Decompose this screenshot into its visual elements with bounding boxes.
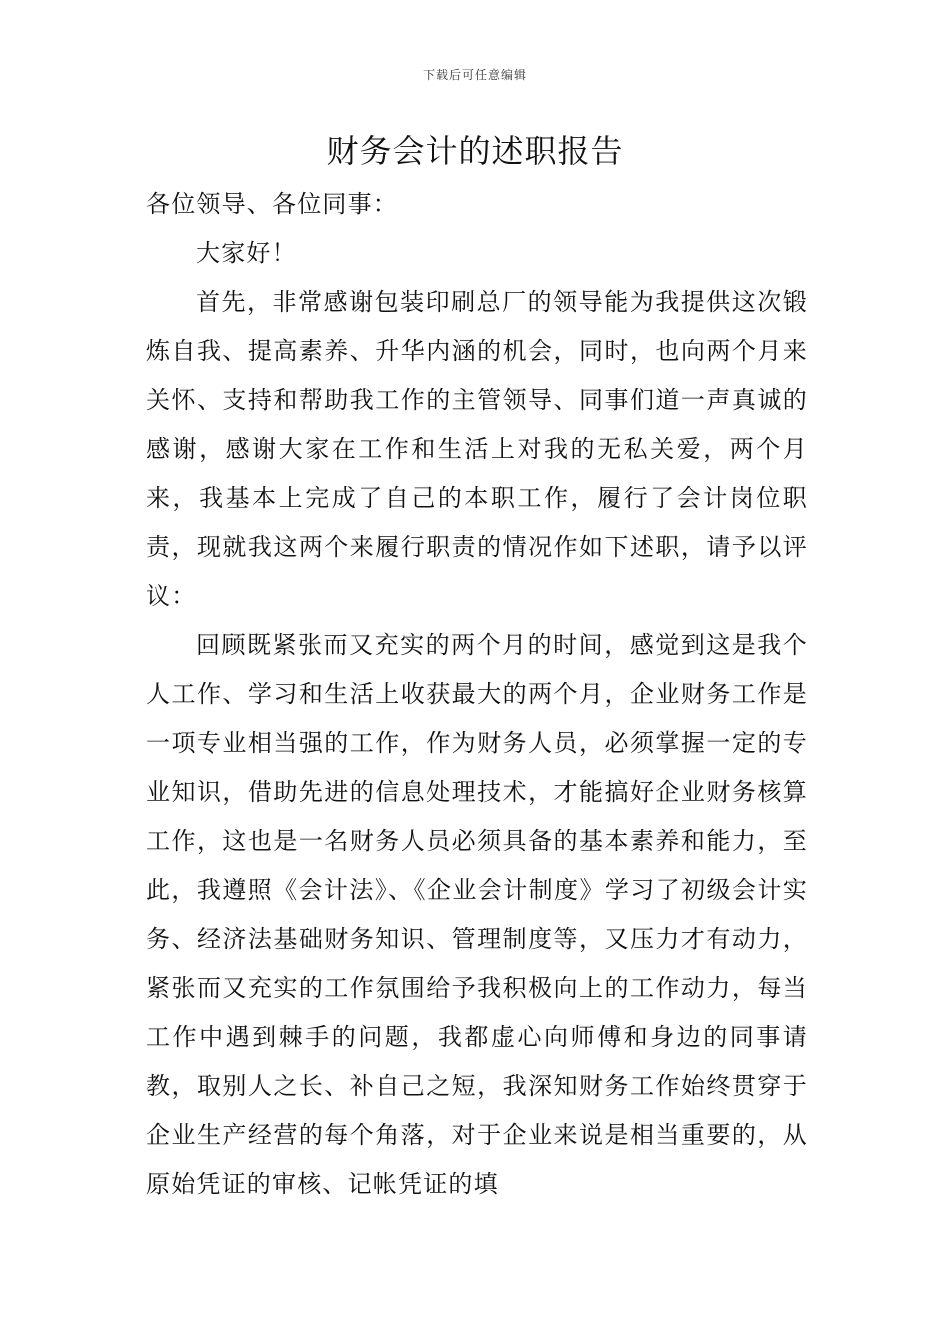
paragraph-review: 回顾既紧张而又充实的两个月的时间，感觉到这是我个人工作、学习和生活上收获最大的两个月，企业财务工作是一项专业相当强的工作，作为财务人员，必须掌握一定的专业知识，借助先进的信息处理技术，才能搞好企业财务核算工作，这也是一名财务人员必须具备的基本素养和能力，至此，我遵照《会计法》、《企业会计制度》学习了初级会计实务、经济法基础财务知识、管理制度等，又压力才有动力，紧张而又充实的工作氛围给予我积极向上的工作动力，每当工作中遇到棘手的问题，我都虚心向师傅和身边的同事请教，取别人之长、补自己之短，我深知财务工作始终贯穿于企业生产经营的每个角落，对于企业来说是相当重要的，从原始凭证的审核、记帐凭证的填 (146, 631, 808, 1198)
document-body (146, 180, 808, 1209)
greeting: 大家好！ (196, 239, 297, 267)
salutation: 各位领导、各位同事： (146, 190, 398, 218)
document-title: 财务会计的述职报告 (326, 132, 624, 170)
page-header-note: 下载后可任意编辑 (422, 68, 527, 82)
paragraph-intro: 首先，非常感谢包装印刷总厂的领导能为我提供这次锻炼自我、提高素养、升华内涵的机会，同时，也向两个月来关怀、支持和帮助我工作的主管领导、同事们道一声真诚的感谢，感谢大家在工作和生活上对我的无私关爱，两个月来，我基本上完成了自己的本职工作，履行了会计岗位职责，现就我这两个来履行职责的情况作如下述职，请予以评议： (146, 288, 808, 610)
